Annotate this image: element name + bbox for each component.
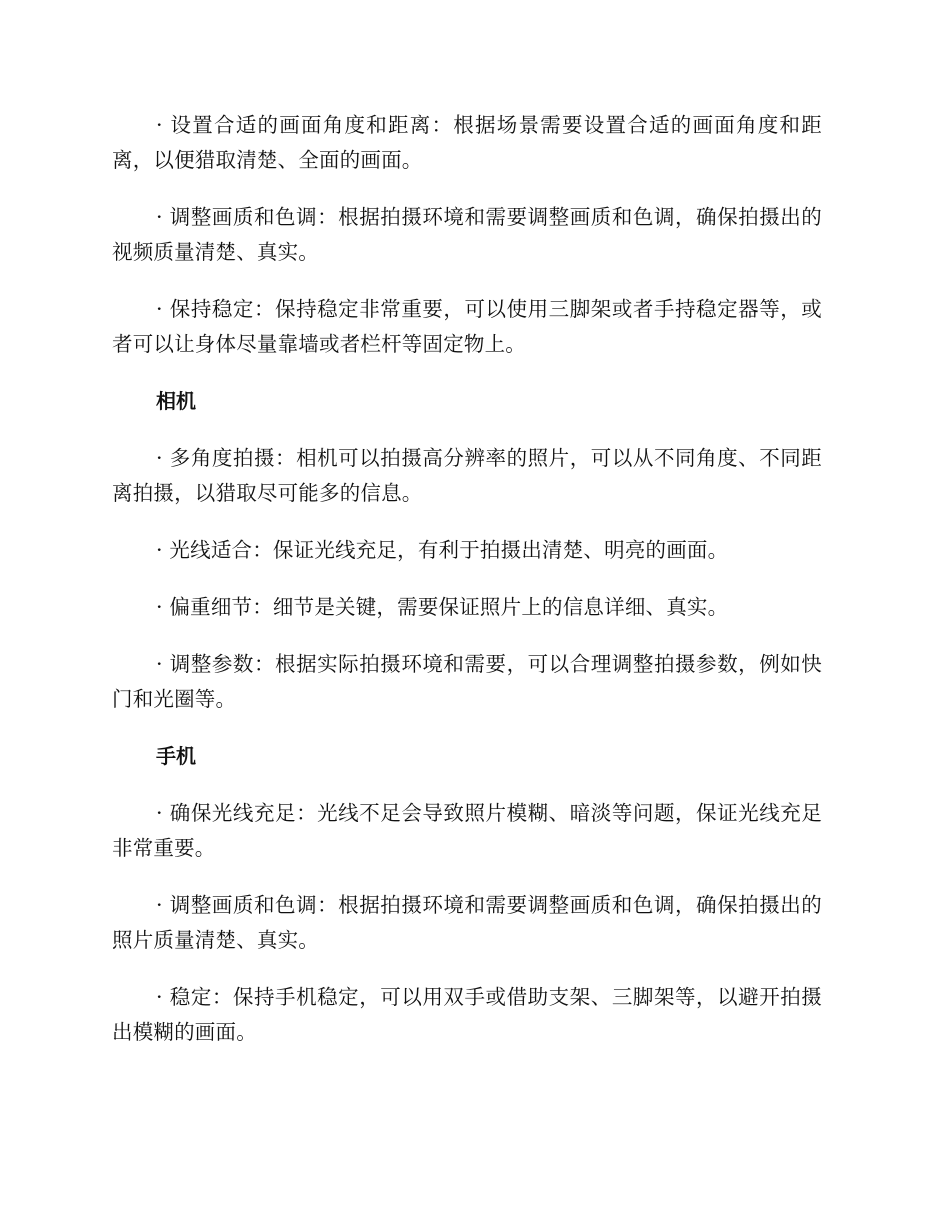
- paragraph-phone-lighting: · 确保光线充足：光线不足会导致照片模糊、暗淡等问题，保证光线充足非常重要。: [112, 801, 822, 860]
- paragraph-phone-quality: · 调整画质和色调：根据拍摄环境和需要调整画质和色调，确保拍摄出的照片质量清楚、真实。: [112, 893, 822, 952]
- paragraph-video-quality: · 调整画质和色调：根据拍摄环境和需要调整画质和色调，确保拍摄出的视频质量清楚、真实。: [112, 205, 822, 264]
- paragraph-angle-distance: · 设置合适的画面角度和距离：根据场景需要设置合适的画面角度和距离，以便猎取清楚、全面的画面。: [112, 113, 822, 172]
- section-heading-camera: 相机: [156, 389, 196, 413]
- section-heading-phone: 手机: [156, 744, 196, 768]
- paragraph-phone-stability: · 稳定：保持手机稳定，可以用双手或借助支架、三脚架等，以避开拍摄出模糊的画面。: [112, 985, 822, 1044]
- paragraph-camera-multi-angle: · 多角度拍摄：相机可以拍摄高分辨率的照片，可以从不同角度、不同距离拍摄，以猎取尽可能多的信息。: [112, 446, 822, 505]
- document-page: [112, 108, 822, 1072]
- paragraph-camera-lighting: · 光线适合：保证光线充足，有利于拍摄出清楚、明亮的画面。: [156, 538, 729, 562]
- paragraph-camera-parameters: · 调整参数：根据实际拍摄环境和需要，可以合理调整拍摄参数，例如快门和光圈等。: [112, 652, 822, 711]
- paragraph-stability: · 保持稳定：保持稳定非常重要，可以使用三脚架或者手持稳定器等，或者可以让身体尽量靠墙或者栏杆等固定物上。: [112, 297, 822, 356]
- paragraph-camera-details: · 偏重细节：细节是关键，需要保证照片上的信息详细、真实。: [156, 595, 729, 619]
